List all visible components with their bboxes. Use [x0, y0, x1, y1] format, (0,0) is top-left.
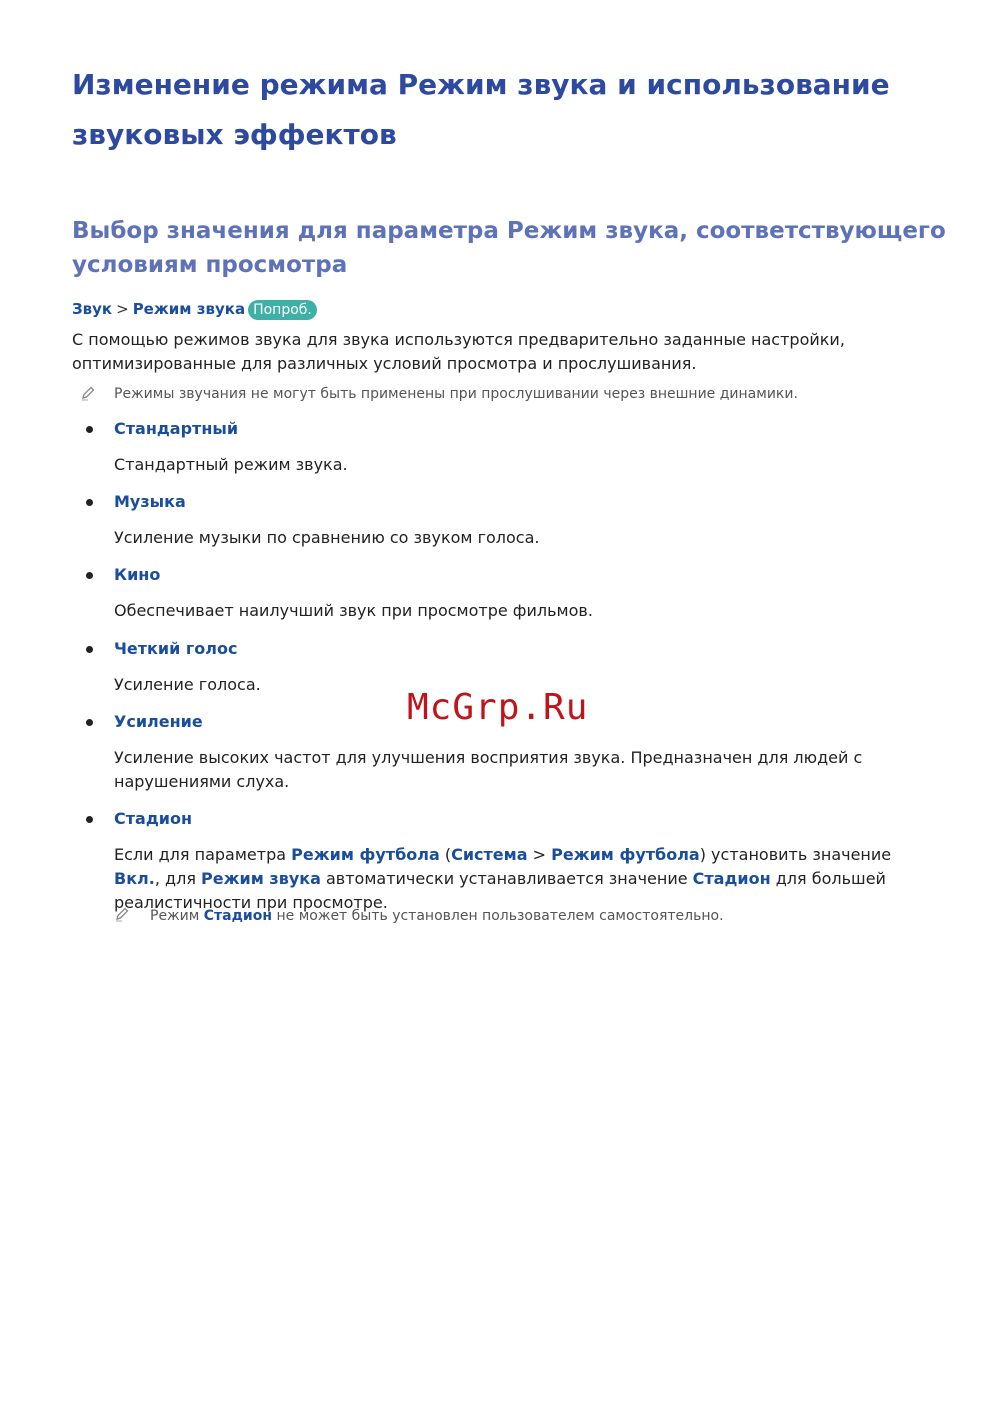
section-title: Выбор значения для параметра Режим звука, соответствующего условиям просмотра — [72, 218, 946, 278]
mode-movie-desc: Обеспечивает наилучший звук при просмотре фильмов. — [114, 601, 593, 620]
watermark: McGrp.Ru — [407, 687, 589, 728]
try-now-button[interactable]: Попроб. — [248, 300, 317, 320]
mode-standard-desc: Стандартный режим звука. — [114, 455, 348, 474]
pencil-note-icon — [114, 906, 130, 922]
bullet-icon — [86, 499, 93, 506]
mode-stadium-title: Стадион — [114, 809, 192, 828]
mode-amplify-desc: Усиление высоких частот для улучшения восприятия звука. Предназначен для людей с нарушениями слуха. — [114, 748, 863, 791]
breadcrumb-sound[interactable]: Звук — [72, 300, 113, 318]
page-title: Изменение режима Режим звука и использование звуковых эффектов — [72, 68, 890, 151]
note-text: Режимы звучания не могут быть применены при прослушивании через внешние динамики. — [114, 386, 798, 402]
mode-standard-title: Стандартный — [114, 419, 239, 438]
mode-clear-voice-desc: Усиление голоса. — [114, 675, 261, 694]
mode-movie-title: Кино — [114, 565, 161, 584]
intro-paragraph: С помощью режимов звука для звука используются предварительно заданные настройки, оптимизированные для различных условий просмотра и прослушивания. — [72, 330, 845, 373]
breadcrumb-sound-mode[interactable]: Режим звука — [132, 300, 246, 318]
bullet-icon — [86, 646, 93, 653]
mode-music-desc: Усиление музыки по сравнению со звуком голоса. — [114, 528, 540, 547]
bullet-icon — [86, 426, 93, 433]
breadcrumb-separator: > — [116, 300, 129, 318]
mode-amplify-title: Усиление — [114, 712, 203, 731]
mode-music-title: Музыка — [114, 492, 186, 511]
mode-stadium-desc: Если для параметра Режим футбола (Система > Режим футбола) установить значение Вкл., для Режим звука автоматически устанавливается значение Стадион для большей реалистичности при просмотре. — [114, 845, 892, 912]
bullet-icon — [86, 719, 93, 726]
bullet-icon — [86, 816, 93, 823]
bullet-icon — [86, 572, 93, 579]
breadcrumb — [72, 298, 317, 320]
mode-clear-voice-title: Четкий голос — [114, 639, 238, 658]
pencil-note-icon — [80, 385, 96, 401]
stadium-note-text: Режим Стадион не может быть установлен пользователем самостоятельно. — [150, 908, 724, 924]
